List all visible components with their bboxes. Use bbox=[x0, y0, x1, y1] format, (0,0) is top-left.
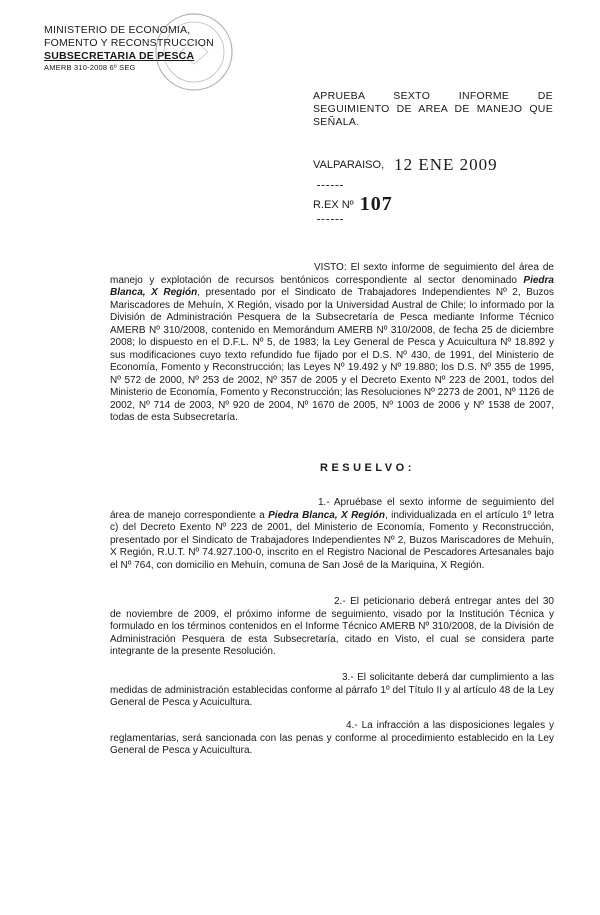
article-1-sector: Piedra Blanca, X Región bbox=[268, 509, 385, 521]
resolution-value: 107 bbox=[359, 193, 393, 215]
place-date bbox=[313, 153, 498, 173]
reference-code: AMERB 310-2008 6º SEG bbox=[44, 63, 136, 72]
article-2-text: 2.- El peticionario deberá entregar antes del 30 de noviembre de 2009, el próximo informe de seguimiento, visado por la Institución Técnica y formulado en los términos contenidos en el Informe Técnico AMERB Nº 310/2008, de la División de Administración Pesquera de esta Subsecretaría, citado en Visto, el cual se considera parte integrante de la presente Resolución. bbox=[110, 596, 554, 657]
resolution-number bbox=[313, 191, 393, 214]
article-1 bbox=[110, 497, 554, 572]
dash-line-bottom bbox=[317, 219, 343, 220]
official-seal-icon bbox=[150, 8, 238, 96]
article-1-rest: , individualizada en el artículo 1º letra c) del Decreto Exento Nº 223 de 2001, del Ministerio de Economía, Fomento y Reconstrucción, presentado por el Sindicato de Trabajadores Independientes Nº 2, Buzos Mariscadores de Mehuín, X Región, R.U.T. Nº 74.927.100-0, inscrito en el Registro Nacional de Pescadores Artesanales bajo el Nº 764, con domicilio en Mehuín, comuna de San José de la Mariquina, X Región. bbox=[110, 509, 554, 571]
article-4-text: 4.- La infracción a las disposiciones legales y reglamentarias, será sancionada con las penas y conforme al procedimiento establecido en la Ley General de Pesca y Acuicultura. bbox=[110, 720, 554, 756]
resolution-label: R.EX Nº bbox=[313, 199, 354, 211]
visto-rest: , presentado por el Sindicato de Trabajadores Independientes Nº 2, Buzos Mariscadores de Mehuín, X Región, visado por la Universidad Austral de Chile; lo informado por la División de Administración Pesquera de la Subsecretaría de Pesca mediante Informe Técnico AMERB Nº 310/2008, contenido en Memorándum AMERB Nº 310/2008, de fecha 25 de diciembre 2008; lo dispuesto en el D.F.L. Nº 5, de 1983; la Ley General de Pesca y Acuicultura Nº 18.892 y sus modificaciones cuyo texto refundido fue fijado por el D.S. Nº 430, de 1991, del Ministerio de Economía, Fomento y Reconstrucción; las Leyes Nº 19.492 y Nº 19.880; los D.S. Nº 355 de 1995, Nº 572 de 2000, Nº 253 de 2002, Nº 357 de 2005 y el Decreto Exento Nº 223 de 2001, todos del Ministerio de Economía, Fomento y Reconstrucción; las Resoluciones Nº 2273 de 2001, Nº 1126 de 2002, Nº 714 de 2003, Nº 920 de 2004, Nº 1670 de 2005, Nº 1003 de 2006 y Nº 1538 de 2007, todas de esta Subsecretaría. bbox=[110, 287, 554, 423]
article-2 bbox=[110, 596, 554, 659]
date-stamp: 12 ENE 2009 bbox=[394, 155, 498, 174]
resuelvo-heading: RESUELVO: bbox=[320, 462, 415, 474]
document-subject: APRUEBA SEXTO INFORME DE SEGUIMIENTO DE AREA DE MANEJO QUE SEÑALA. bbox=[313, 90, 553, 128]
visto-paragraph bbox=[110, 262, 554, 425]
visto-lead: VISTO: El sexto informe de seguimiento del área de manejo y explotación de recursos bentónicos correspondiente al sector denominado bbox=[110, 262, 554, 286]
article-3-text: 3.- El solicitante deberá dar cumplimiento a las medidas de administración establecidas conforme al párrafo 1º del Título II y al artículo 48 de la Ley General de Pesca y Acuicultura. bbox=[110, 672, 554, 708]
article-3 bbox=[110, 672, 554, 710]
ministry-line-1: MINISTERIO DE ECONOMIA, bbox=[44, 24, 191, 36]
article-4 bbox=[110, 720, 554, 758]
dash-line-top bbox=[317, 185, 343, 186]
visto-sector: Piedra Blanca, X Región bbox=[110, 274, 554, 298]
subsecretaria-line: SUBSECRETARIA DE PESCA bbox=[44, 50, 195, 62]
ministry-line-2: FOMENTO Y RECONSTRUCCION bbox=[44, 37, 214, 49]
place: VALPARAISO, bbox=[313, 159, 385, 171]
article-1-lead: 1.- Apruébase el sexto informe de seguimiento del área de manejo correspondiente a bbox=[110, 497, 554, 521]
